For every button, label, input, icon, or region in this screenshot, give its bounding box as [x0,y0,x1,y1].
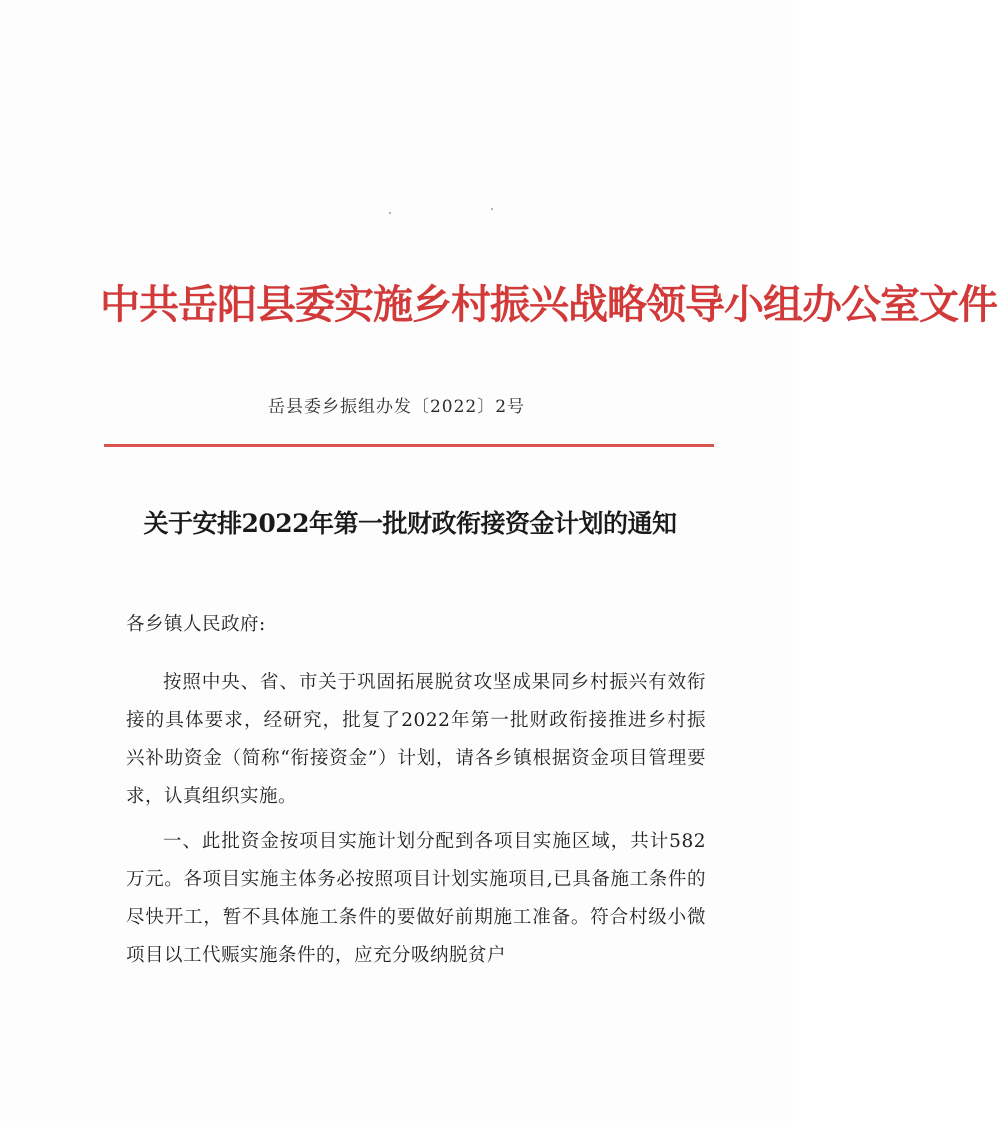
scan-speck [389,212,391,214]
notice-title: 关于安排2022年第一批财政衔接资金计划的通知 [143,509,677,538]
body-paragraph-2: 一、此批资金按项目实施计划分配到各项目实施区域，共计582万元。各项目实施主体务必按照项目计划实施项目,已具备施工条件的尽快开工，暂不具体施工条件的要做好前期施工准备。符合村级小微项目以工代赈实施条件的，应充分吸纳脱贫户 [126,831,706,966]
salutation: 各乡镇人民政府: [126,614,266,635]
red-divider-line [104,444,714,447]
document-number: 岳县委乡振组办发〔2022〕2号 [267,397,526,417]
scan-speck [491,208,493,210]
org-header-title: 中共岳阳县委实施乡村振兴战略领导小组办公室文件 [100,282,997,328]
body-paragraph-1: 按照中央、省、市关于巩固拓展脱贫攻坚成果同乡村振兴有效衔接的具体要求，经研究，批复了2022年第一批财政衔接推进乡村振兴补助资金（简称“衔接资金”）计划，请各乡镇根据资金项目管理要求，认真组织实施。 [126,672,706,807]
